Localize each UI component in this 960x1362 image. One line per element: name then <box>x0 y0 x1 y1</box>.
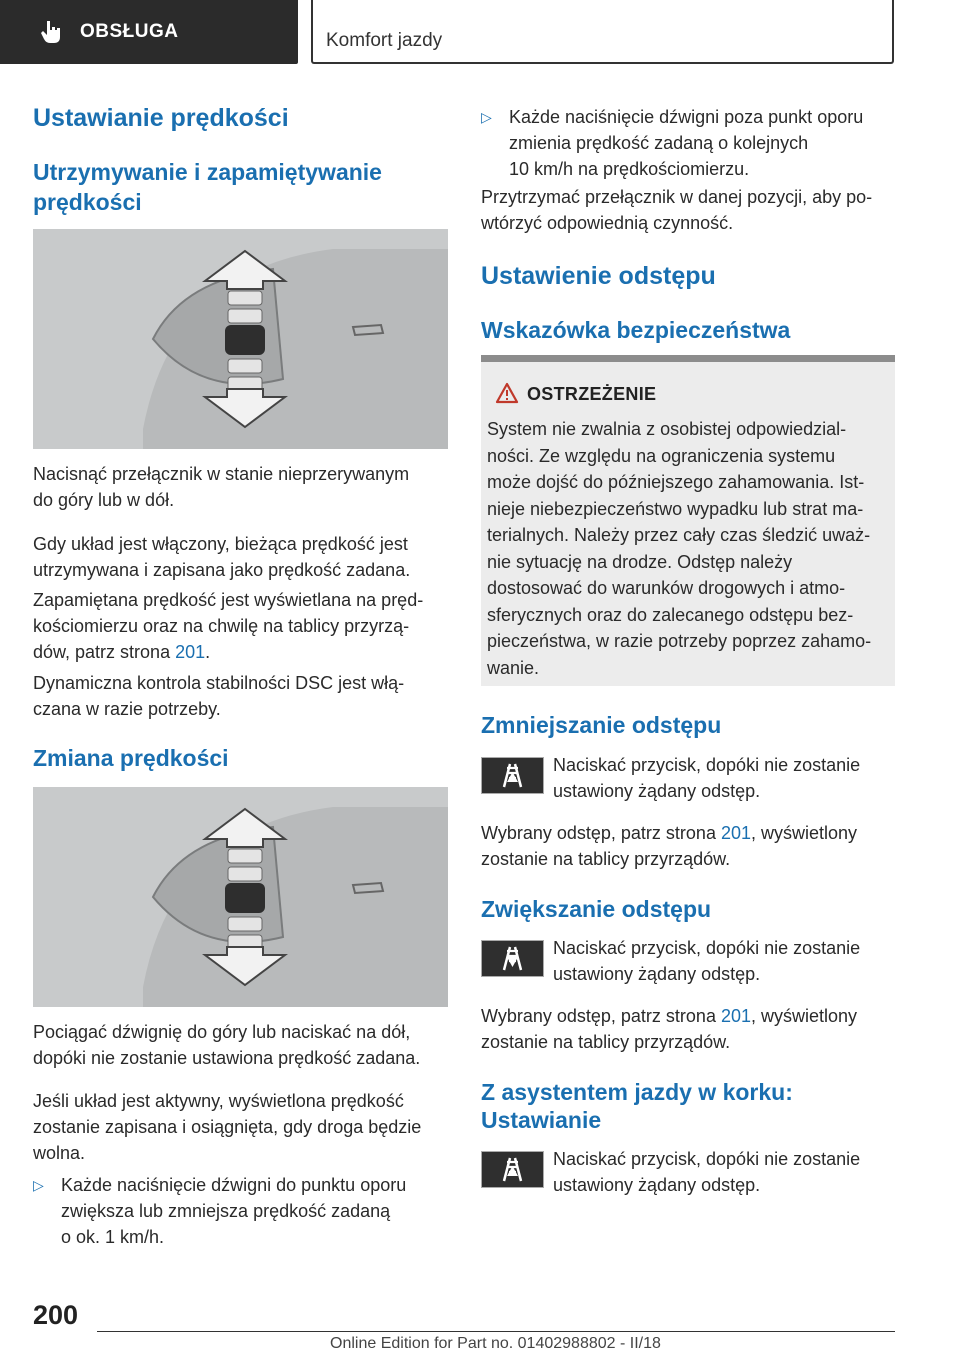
list-item-10kmh <box>481 104 895 184</box>
warning-line: dostosować do warunków drogowych i atmo‐ <box>487 578 846 598</box>
list-item-1kmh <box>33 1172 448 1252</box>
text-press-line-1: Nacisnąć przełącznik w stanie nieprzerywanym <box>33 464 410 484</box>
text-dsc-line-2: czana w razie potrzeby. <box>33 699 221 719</box>
text-stored-line-2: kościomierzu oraz na chwilę na tablicy przyrzą‐ <box>33 616 410 636</box>
text-press-button-line-2: ustawiony żądany odstęp. <box>553 1175 761 1195</box>
warning-line: wanie. <box>487 657 540 678</box>
subheading-traffic-jam-line-2: Ustawianie <box>481 1107 602 1133</box>
text-hold-line-2: wtórzyć odpowiednią czynność. <box>481 213 734 233</box>
text-if-active-line-1: Jeśli układ jest aktywny, wyświetlona prędkość <box>33 1091 404 1111</box>
bullet-1-line-1: Każde naciśnięcie dźwigni do punktu oporu <box>61 1175 407 1195</box>
warning-line: nieje niebezpieczeństwo wypadku lub strat ma‐ <box>487 498 864 519</box>
bullet-2-line-1: Każde naciśnięcie dźwigni poza punkt oporu <box>509 107 864 127</box>
footer-edition: Online Edition for Part no. 01402988802 - II/18 <box>330 1335 661 1352</box>
text-dsc-line-1: Dynamiczna kontrola stabilności DSC jest włą‐ <box>33 673 405 693</box>
warning-box <box>481 362 895 686</box>
bullet-1-line-2: zwiększa lub zmniejsza prędkość zadaną <box>61 1201 391 1221</box>
page-link-201[interactable]: 201 <box>175 642 206 662</box>
footer-rule <box>97 1331 895 1332</box>
bullet-2-line-2: zmienia prędkość zadaną o kolejnych <box>509 133 809 153</box>
text-selected-line-1 <box>481 1003 857 1029</box>
warning-text <box>487 416 891 681</box>
text-press-button-line-1: Naciskać przycisk, dopóki nie zostanie <box>553 1149 861 1169</box>
text-stored-prefix: dów, patrz strona <box>33 642 176 662</box>
chapter-title: Komfort jazdy <box>326 30 443 51</box>
text-pull-line-2: dopóki nie zostanie ustawiona prędkość zadana. <box>33 1048 421 1068</box>
distance-decrease-button-icon <box>481 757 544 794</box>
distance-icon <box>482 941 543 976</box>
text-if-active-line-2: zostanie zapisana i osiągnięta, gdy droga będzie <box>33 1117 422 1137</box>
text-press-button-line-1: Naciskać przycisk, dopóki nie zostanie <box>553 755 861 775</box>
text-press-line-2: do góry lub w dół. <box>33 490 175 510</box>
hand-pointer-icon <box>38 19 64 45</box>
heading-distance-setting: Ustawienie odstępu <box>481 262 716 290</box>
subheading-decrease-distance: Zmniejszanie odstępu <box>481 712 722 738</box>
selected-suffix: , wyświetlony <box>751 1006 858 1026</box>
page-link-201[interactable]: 201 <box>720 823 751 843</box>
header-section-tab <box>0 0 298 64</box>
bullet-triangle-icon: ▷ <box>481 109 492 125</box>
heading-speed-setting: Ustawianie prędkości <box>33 104 289 132</box>
distance-button-icon <box>481 1151 544 1188</box>
warning-line: może dojść do późniejszego zahamowania. Ist‐ <box>487 472 865 492</box>
text-selected-line-2: zostanie na tablicy przyrządów. <box>481 1032 731 1052</box>
warning-line: ności. Ze względu na ograniczenia systemu <box>487 445 836 466</box>
subheading-change-speed: Zmiana prędkości <box>33 745 229 771</box>
selected-prefix: Wybrany odstęp, patrz strona <box>481 823 721 843</box>
warning-line: System nie zwalnia z osobistej odpowiedzial‐ <box>487 419 847 439</box>
warning-triangle-icon <box>495 382 519 404</box>
text-active-line-1: Gdy układ jest włączony, bieżąca prędkość jest <box>33 534 408 554</box>
steering-wheel-image-2 <box>33 787 448 1007</box>
text-hold-line-1: Przytrzymać przełącznik w danej pozycji, aby po‐ <box>481 187 873 207</box>
selected-prefix: Wybrany odstęp, patrz strona <box>481 1006 721 1026</box>
warning-line: terialnych. Należy przez cały czas śledzić uważ‐ <box>487 525 871 545</box>
chapter-header <box>311 0 894 64</box>
text-if-active-line-3: wolna. <box>33 1143 86 1163</box>
bullet-2-line-3: 10 km/h na prędkościomierzu. <box>509 159 750 179</box>
warning-title: OSTRZEŻENIE <box>527 384 657 404</box>
text-stored-line-3 <box>33 639 210 665</box>
subheading-traffic-jam-line-1: Z asystentem jazdy w korku: <box>481 1079 793 1105</box>
subheading-keep-speed-1: Utrzymywanie i zapamiętywanie <box>33 159 382 185</box>
subheading-increase-distance: Zwiększanie odstępu <box>481 896 712 922</box>
selected-suffix: , wyświetlony <box>751 823 858 843</box>
subheading-keep-speed-2: prędkości <box>33 189 142 215</box>
text-press-button-line-2: ustawiony żądany odstęp. <box>553 964 761 984</box>
text-press-button-line-1: Naciskać przycisk, dopóki nie zostanie <box>553 938 861 958</box>
distance-icon <box>482 758 543 793</box>
bullet-triangle-icon: ▷ <box>33 1177 44 1193</box>
text-stored-line-1: Zapamiętana prędkość jest wyświetlana na pręd‐ <box>33 590 424 610</box>
distance-increase-button-icon <box>481 940 544 977</box>
page-number: 200 <box>33 1300 79 1330</box>
steering-control-illustration-2 <box>33 787 448 1007</box>
warning-top-rule <box>481 355 895 362</box>
steering-control-illustration <box>33 229 448 449</box>
text-selected-line-1 <box>481 820 857 846</box>
warning-line: nie sytuację na drodze. Odstęp należy <box>487 551 793 572</box>
text-pull-line-1: Pociągać dźwignię do góry lub naciskać na dół, <box>33 1022 411 1042</box>
page-link-201[interactable]: 201 <box>720 1006 751 1026</box>
distance-icon <box>482 1152 543 1187</box>
text-active-line-2: utrzymywana i zapisana jako prędkość zadana. <box>33 560 411 580</box>
subheading-safety-note: Wskazówka bezpieczeństwa <box>481 317 791 343</box>
section-title: OBSŁUGA <box>80 21 179 42</box>
text-stored-suffix: . <box>205 642 211 662</box>
bullet-1-line-3: o ok. 1 km/h. <box>61 1227 165 1247</box>
text-press-button-line-2: ustawiony żądany odstęp. <box>553 781 761 801</box>
warning-line: pieczeństwa, w razie potrzeby poprzez zahamo‐ <box>487 631 872 651</box>
warning-line: sferycznych oraz do zalecanego odstępu bez‐ <box>487 604 854 625</box>
steering-wheel-image-1 <box>33 229 448 449</box>
text-selected-line-2: zostanie na tablicy przyrządów. <box>481 849 731 869</box>
